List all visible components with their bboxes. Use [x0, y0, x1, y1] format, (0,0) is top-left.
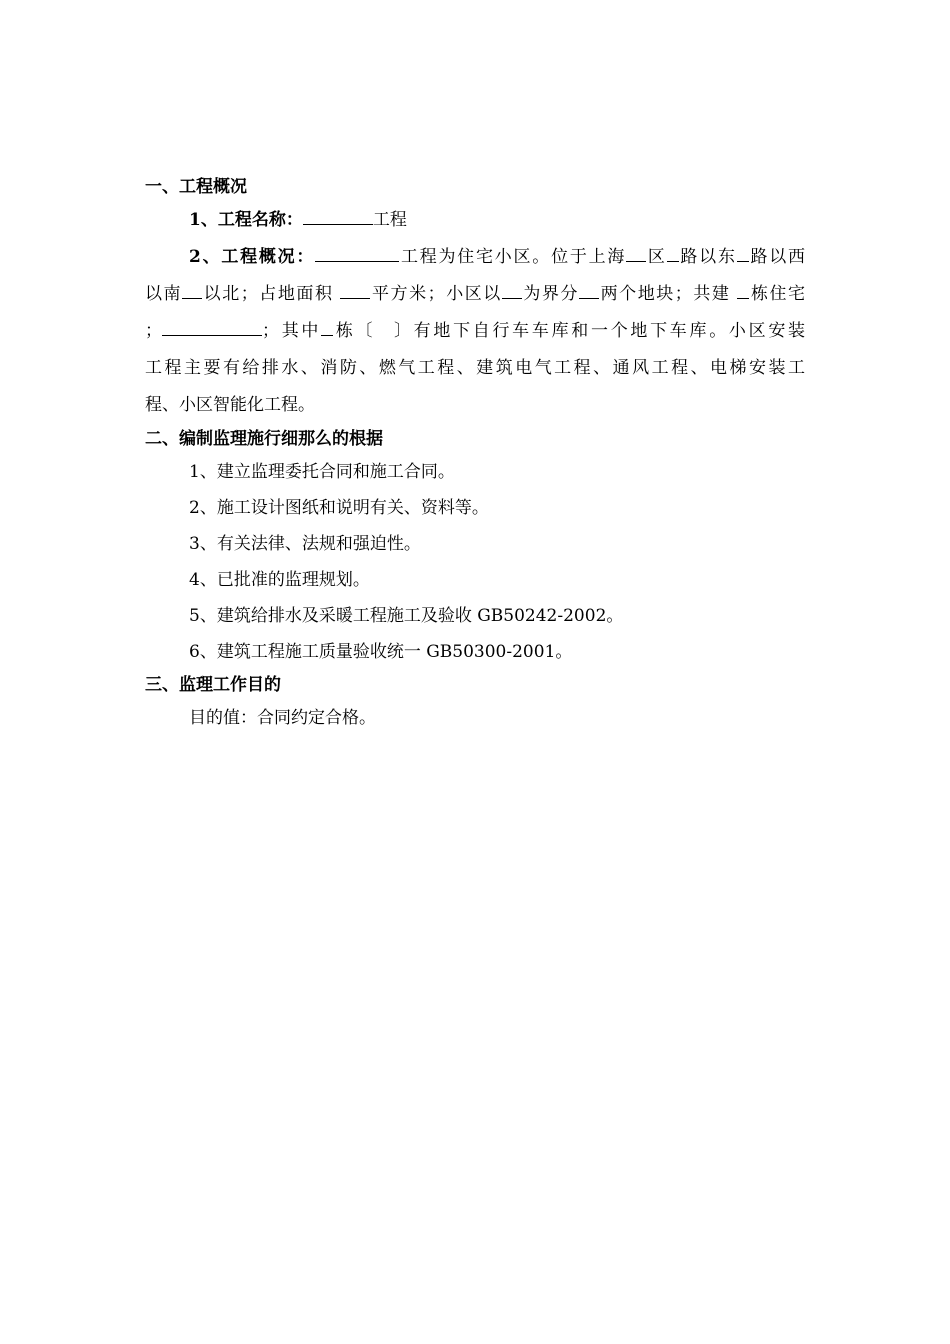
basis-item-2: 2、施工设计图纸和说明有关、资料等。	[189, 498, 489, 518]
blank	[737, 246, 749, 262]
goal-line: 目的值：合同约定合格。	[189, 708, 376, 728]
overview-text-3a: ；	[145, 321, 162, 341]
document-body	[145, 172, 805, 736]
overview-text-2a: 以南	[145, 284, 183, 304]
overview-text-2b: 以北；占地面积	[202, 284, 334, 304]
blank	[502, 283, 522, 299]
overview-text-3b: ；其中	[262, 321, 322, 341]
overview-text-2e: 两个地块；共建	[599, 284, 731, 304]
blank	[579, 283, 599, 299]
basis-item-4: 4、已批准的监理规划。	[189, 570, 370, 590]
basis-item-6: 6、建筑工程施工质量验收统一 GB50300-2001。	[189, 642, 573, 662]
overview-text-2c: 平方米；小区以	[370, 284, 502, 304]
blank	[626, 246, 646, 262]
section-2-heading: 二、编制监理施行细那么的根据	[145, 429, 383, 449]
basis-item-5: 5、建筑给排水及采暖工程施工及验收 GB50242-2002。	[189, 606, 624, 626]
overview-line-2	[145, 276, 805, 313]
overview-text-3c: 栋〔	[333, 321, 376, 341]
overview-text-2d: 为界分	[521, 284, 580, 304]
basis-item-3: 3、有关法律、法规和强迫性。	[189, 534, 421, 554]
overview-text-3d: 〕有地下自行车车库和一个地下车库。小区安装	[391, 321, 806, 341]
blank	[321, 320, 333, 336]
overview-line-3	[145, 313, 805, 350]
section-1-heading: 一、工程概况	[145, 177, 247, 197]
overview-line-4: 工程主要有给排水、消防、燃气工程、建筑电气工程、通风工程、电梯安装工	[145, 358, 805, 378]
project-name-blank	[303, 209, 373, 225]
area-blank	[340, 283, 370, 299]
overview-line-1	[145, 239, 805, 276]
overview-line-5: 程、小区智能化工程。	[145, 395, 315, 415]
blank	[737, 283, 749, 299]
overview-text-1d: 路以西	[748, 247, 806, 267]
overview-text-1c: 路以东	[678, 247, 737, 267]
blank	[162, 320, 262, 336]
overview-text-1: 工程为住宅小区。位于上海	[399, 247, 627, 267]
overview-blank	[315, 246, 399, 262]
project-name-line	[145, 202, 805, 239]
blank	[667, 246, 679, 262]
section-3-heading: 三、监理工作目的	[145, 675, 281, 695]
project-name-suffix: 工程	[372, 210, 407, 230]
blank	[182, 283, 202, 299]
basis-item-1: 1、建立监理委托合同和施工合同。	[189, 462, 455, 482]
overview-text-2f: 栋住宅	[749, 284, 806, 304]
project-name-label: 1、工程名称：	[189, 210, 303, 230]
overview-text-1b: 区	[646, 247, 667, 267]
overview-label: 2、工程概况：	[189, 247, 316, 267]
